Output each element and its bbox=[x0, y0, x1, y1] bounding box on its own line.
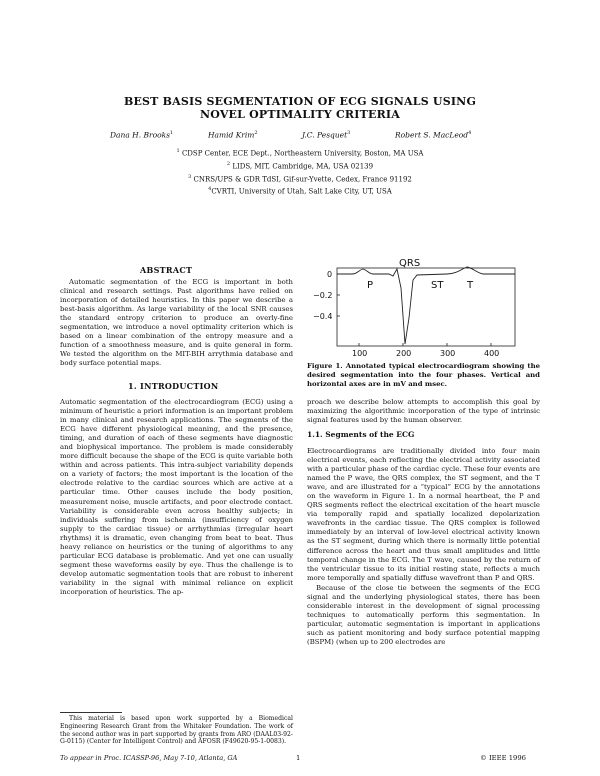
ecg-figure bbox=[307, 258, 547, 362]
affiliation-4: $^4$CVRTI, University of Utah, Salt Lake City, UT, USA bbox=[208, 186, 392, 196]
abstract-heading: ABSTRACT bbox=[140, 265, 193, 275]
footnote-rule bbox=[60, 712, 122, 713]
affiliations bbox=[100, 146, 500, 197]
author-2: Hamid Krim$^2$ bbox=[208, 130, 258, 140]
x-tick-label-2: 200 bbox=[396, 349, 412, 358]
footnote bbox=[60, 715, 293, 746]
title-line-2: NOVEL OPTIMALITY CRITERIA bbox=[199, 108, 400, 121]
author-1: Dana H. Brooks$^1$ bbox=[110, 130, 174, 140]
abstract-body bbox=[60, 278, 293, 368]
x-tick-label-3: 300 bbox=[440, 349, 456, 358]
plot-frame bbox=[337, 268, 515, 346]
y-tick-label-2: −0.4 bbox=[313, 312, 333, 321]
affiliation-3: $^3$ CNRS/UPS & GDR TdSI, Gif-sur-Yvette, Cedex, France 91192 bbox=[188, 173, 412, 183]
footnote-text: This material is based upon work supported by a Biomedical Engineering Research Grant from the Whitaker Foundation. The work of the second author was in part supported by grants from ARO (DAAL03-92-G-0115) (Center for Intelligent Control) and AFOSR (F49620-95-1-0083). bbox=[60, 715, 293, 746]
y-tick-label-0: 0 bbox=[327, 270, 333, 279]
continuation-paragraph: proach we describe below attempts to accomplish this goal by maximizing the algorithmic incorporation of the type of intrinsic signal features used by the human observer. bbox=[307, 398, 540, 425]
section-paragraph-1: Electrocardiograms are traditionally divided into four main electrical events, each reflecting the electrical activity associated with a particular phase of the cardiac cycle. These four events are named the P wave, the QRS complex, the ST segment, and the T wave, and are illustrated for a “typical” ECG by the annotations on the waveform in Figure 1. In a normal heartbeat, the P and QRS segments reflect the electrical excitation of the heart muscle via temporally rapid and spatially localized depolarization wavefronts in the cardiac tissue. The QRS complex is followed immediately by an interval of low-level electrical activity known as the ST segment, during which there is normally little potential difference across the heart and thus small amplitudes and little temporal change in the ECG. The T wave, caused by the return of the ventricular tissue to its initial resting state, reflects a much more temporally and spatially diffuse wavefront than P and QRS. bbox=[307, 447, 540, 582]
label-st: ST bbox=[431, 280, 444, 291]
author-4: Robert S. MacLeod$^4$ bbox=[395, 130, 472, 140]
footer-venue: To appear in Proc. ICASSP-96, May 7-10, Atlanta, GA bbox=[60, 754, 238, 762]
x-tick-label-4: 400 bbox=[484, 349, 500, 358]
section-heading: 1.1. Segments of the ECG bbox=[307, 430, 415, 439]
affiliation-1: $^1$ CDSP Center, ECE Dept., Northeastern University, Boston, MA USA bbox=[176, 148, 424, 158]
label-p: P bbox=[367, 280, 374, 291]
page-number: 1 bbox=[296, 754, 301, 762]
label-qrs: QRS bbox=[399, 258, 421, 269]
y-tick-label-1: −0.2 bbox=[313, 291, 333, 300]
section-paragraph-2: Because of the close tie between the segments of the ECG signal and the underlying physiological states, there has been considerable interest in the development of signal processing techniques to automatically perform this segmentation. In particular, automatic segmentation is important in applications such as patient monitoring and body surface potential mapping (BSPM) (when up to 200 electrodes are bbox=[307, 583, 540, 646]
intro-body bbox=[60, 398, 293, 597]
ecg-waveform bbox=[337, 267, 515, 344]
right-column-continuation bbox=[307, 398, 540, 425]
title-line-1: BEST BASIS SEGMENTATION OF ECG SIGNALS USING bbox=[123, 95, 477, 108]
footer-copyright: © IEEE 1996 bbox=[480, 754, 526, 762]
intro-heading: 1. INTRODUCTION bbox=[128, 381, 219, 391]
abstract-paragraph: Automatic segmentation of the ECG is important in both clinical and research settings. Past algorithms have relied on incorporation of detailed heuristics. In this paper we describe a best-basis algorithm. As large variability of the local SNR causes the standard entropy criterion to produce an overly-fine segmentation, we introduce a novel optimality criterion which is based on a linear combination of the entropy measure and a function of a smoothness measure, and is quite general in form. We tested the algorithm on the MIT-BIH arrythmia database and body surface potential maps. bbox=[60, 278, 293, 368]
paper-title bbox=[0, 95, 600, 121]
x-tick-label-1: 100 bbox=[352, 349, 368, 358]
affiliation-2: $^2$ LIDS, MIT, Cambridge, MA, USA 02139 bbox=[226, 160, 374, 171]
author-3: J.C. Pesquet$^3$ bbox=[302, 130, 351, 140]
intro-paragraph: Automatic segmentation of the electrocardiogram (ECG) using a minimum of heuristic a priori information is an important problem in many clinical and research applications. The segments of the ECG have different physiological meaning, and the presence, timing, and duration of each of these segments have diagnostic and biophysical importance. The problem is made considerably more difficult because the shape of the ECG is quite variable both within and across patients. This intra-subject variability depends on a variety of factors; the most important is the location of the electrode relative to the cardiac sources which are active at a particular time. Other causes include the body position, measurement noise, muscle artifacts, and poor electrode contact. Variability is considerable even across healthy subjects; in individuals suffering from ischemia (insufficiency of oxygen supply to the cardiac tissue) or arrhythmias (irregular heart rhythms) it is dramatic, even changing from beat to beat. Thus heavy reliance on heuristics or the tuning of algorithms to any particular ECG database is problematic. And yet one can usually segment these waveforms easily by eye. Thus the challenge is to develop automatic segmentation tools that are robust to inherent variability in the signal with minimal reliance on explicit incorporation of heuristics. The ap- bbox=[60, 398, 293, 596]
section-body bbox=[307, 447, 540, 647]
figure-caption: Figure 1. Annotated typical electrocardiogram showing the desired segmentation into the four phases. Vertical and horizontal axes are in mV and msec. bbox=[307, 362, 540, 388]
label-t: T bbox=[467, 280, 474, 291]
